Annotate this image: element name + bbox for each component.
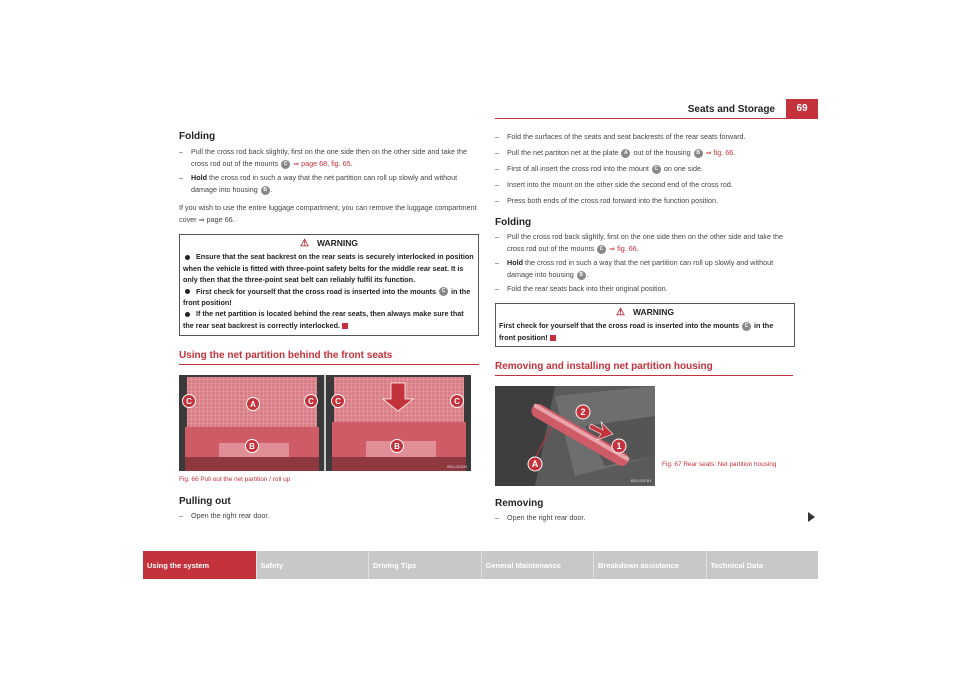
- list-item: – Fold the surfaces of the seats and seat backrests of the rear seats forward.: [495, 132, 746, 141]
- list-item: – Pull the net partiton net at the plate A out of the housing B ⇒ fig. 66.: [495, 148, 736, 157]
- figure-marker: C: [454, 397, 460, 407]
- marker-badge: C: [742, 322, 751, 331]
- bullet-icon: [185, 312, 190, 317]
- left-column: [179, 131, 479, 522]
- warning-item: Ensure that the seat backrest on the rear seats is securely interlocked in position when the vehicle is fitted with three-point safety belts for the middle rear seat. It is only then that the three-point seat belt can reliably fulfil its function.: [183, 252, 474, 285]
- list-item: – Press both ends of the cross rod forward into the function position.: [495, 196, 718, 205]
- figure-caption: Fig. 66 Pull out the net partition / roll up: [179, 476, 291, 484]
- marker-badge: A: [621, 149, 630, 158]
- footer-nav: [143, 551, 818, 579]
- pulling-steps: [179, 510, 479, 522]
- list-item: – First of all insert the cross rod into the mount C on one side.: [495, 164, 703, 173]
- warning-triangle-icon: ⚠: [299, 238, 309, 249]
- housing-illustration: [495, 386, 655, 486]
- folding-steps: [495, 231, 795, 295]
- header-rule: [495, 118, 818, 119]
- page-link[interactable]: ⇒ page 68, fig. 65: [293, 159, 351, 168]
- marker-badge: C: [597, 245, 606, 254]
- figure-caption: Fig. 67 Rear seats: Net partition housing: [662, 461, 777, 469]
- removing-heading: Removing: [495, 498, 544, 510]
- figure-67-wrap: [495, 386, 795, 486]
- figure-marker: A: [531, 459, 539, 470]
- tab-safety[interactable]: Safety: [256, 551, 369, 579]
- list-item: – Fold the rear seats back into their original position.: [495, 284, 668, 293]
- warning-triangle-icon: ⚠: [615, 307, 625, 318]
- warning-box: ⚠ WARNING First check for yourself that the cross road is inserted into the mounts C in the front position!: [495, 303, 795, 347]
- right-column: [495, 131, 795, 524]
- folding-heading: Folding: [495, 217, 532, 228]
- marker-badge: C: [652, 165, 661, 174]
- figure-66: [179, 375, 471, 471]
- section-rule: [179, 364, 479, 365]
- marker-badge: B: [577, 271, 586, 280]
- end-square-icon: [342, 323, 348, 329]
- page-header-title: Seats and Storage: [687, 104, 775, 115]
- warning-item: If the net partition is located behind the rear seats, then always make sure that the rear seat backrest is correctly interlocked.: [183, 309, 464, 330]
- figure-marker: A: [250, 400, 256, 410]
- marker-badge: C: [281, 160, 290, 169]
- figure-code: B5J-0011H: [447, 464, 467, 470]
- figure-marker: B: [249, 442, 255, 452]
- bullet-icon: [185, 255, 190, 260]
- tab-driving-tips[interactable]: Driving Tips: [368, 551, 481, 579]
- end-square-icon: [550, 335, 556, 341]
- cover-note: If you wish to use the entire luggage compartment, you can remove the luggage compartment cover ⇒ page 66.: [179, 203, 477, 224]
- list-item: – Pull the cross rod back slightly, first on the one side then on the other side and take the cross rod out of the mounts C ⇒ fig. 66.: [495, 232, 783, 253]
- list-item: – Pull the cross rod back slightly, first on the one side then on the other side and take the cross rod out of the mounts C ⇒ page 68, fig. 65.: [179, 147, 467, 168]
- figure-marker: 2: [580, 407, 586, 418]
- pulling-steps-continued: [495, 131, 795, 207]
- section-rule: [495, 375, 793, 376]
- figure-marker: C: [335, 397, 341, 407]
- warning-box: ⚠ WARNING Ensure that the seat backrest on the rear seats is securely interlocked in position when the vehicle is fitted with three-point safety belts for the middle rear seat. It is only then that the three-point seat belt can reliably fulfil its function. First check for yourself that the cross road is inserted into the mounts C in the front position! If the net partition is located behind the rear seats, then always make sure that the rear seat backrest is correctly interlocked.: [179, 234, 479, 336]
- figure-marker: C: [186, 397, 192, 407]
- figure-marker: C: [308, 397, 314, 407]
- next-page-arrow-icon[interactable]: [808, 512, 815, 522]
- list-item: – Insert into the mount on the other side the second end of the cross rod.: [495, 180, 733, 189]
- pulling-out-heading: Pulling out: [179, 496, 231, 508]
- marker-badge: C: [439, 287, 448, 296]
- tab-using-the-system[interactable]: Using the system: [143, 551, 256, 579]
- figure-marker: 1: [616, 441, 622, 452]
- figure-code: B5J-0013H: [630, 478, 651, 484]
- marker-badge: B: [261, 186, 270, 195]
- page-link[interactable]: ⇒ fig. 66: [609, 244, 637, 253]
- tab-technical-data[interactable]: Technical Data: [706, 551, 819, 579]
- section-title: Using the net partition behind the front seats: [179, 350, 393, 362]
- list-item: – Hold the cross rod in such a way that the net partition can roll up slowly and without damage into housing B .: [495, 258, 774, 279]
- marker-badge: B: [694, 149, 703, 158]
- folding-steps: [179, 146, 479, 226]
- list-item: – Open the right rear door.: [495, 513, 586, 523]
- removing-steps: [495, 512, 795, 524]
- tab-general-maintenance[interactable]: General Maintenance: [481, 551, 594, 579]
- bullet-icon: [185, 289, 190, 294]
- page-link[interactable]: ⇒ fig. 66: [705, 148, 734, 157]
- warning-item: First check for yourself that the cross road is inserted into the mounts C in the front position!: [183, 286, 471, 308]
- page-number: 69: [786, 99, 818, 118]
- list-item: – Open the right rear door.: [179, 511, 270, 521]
- figure-marker: B: [394, 442, 400, 452]
- warning-item: First check for yourself that the cross road is inserted into the mounts C in the front position!: [499, 321, 774, 342]
- section-title: Removing and installing net partition housing: [495, 361, 713, 373]
- net-partition-illustration: [179, 375, 471, 471]
- tab-breakdown-assistance[interactable]: Breakdown assistance: [593, 551, 706, 579]
- figure-67: [495, 386, 655, 486]
- folding-heading: Folding: [179, 131, 216, 142]
- list-item: – Hold the cross rod in such a way that the net partition can roll up slowly and without damage into housing B .: [179, 173, 458, 194]
